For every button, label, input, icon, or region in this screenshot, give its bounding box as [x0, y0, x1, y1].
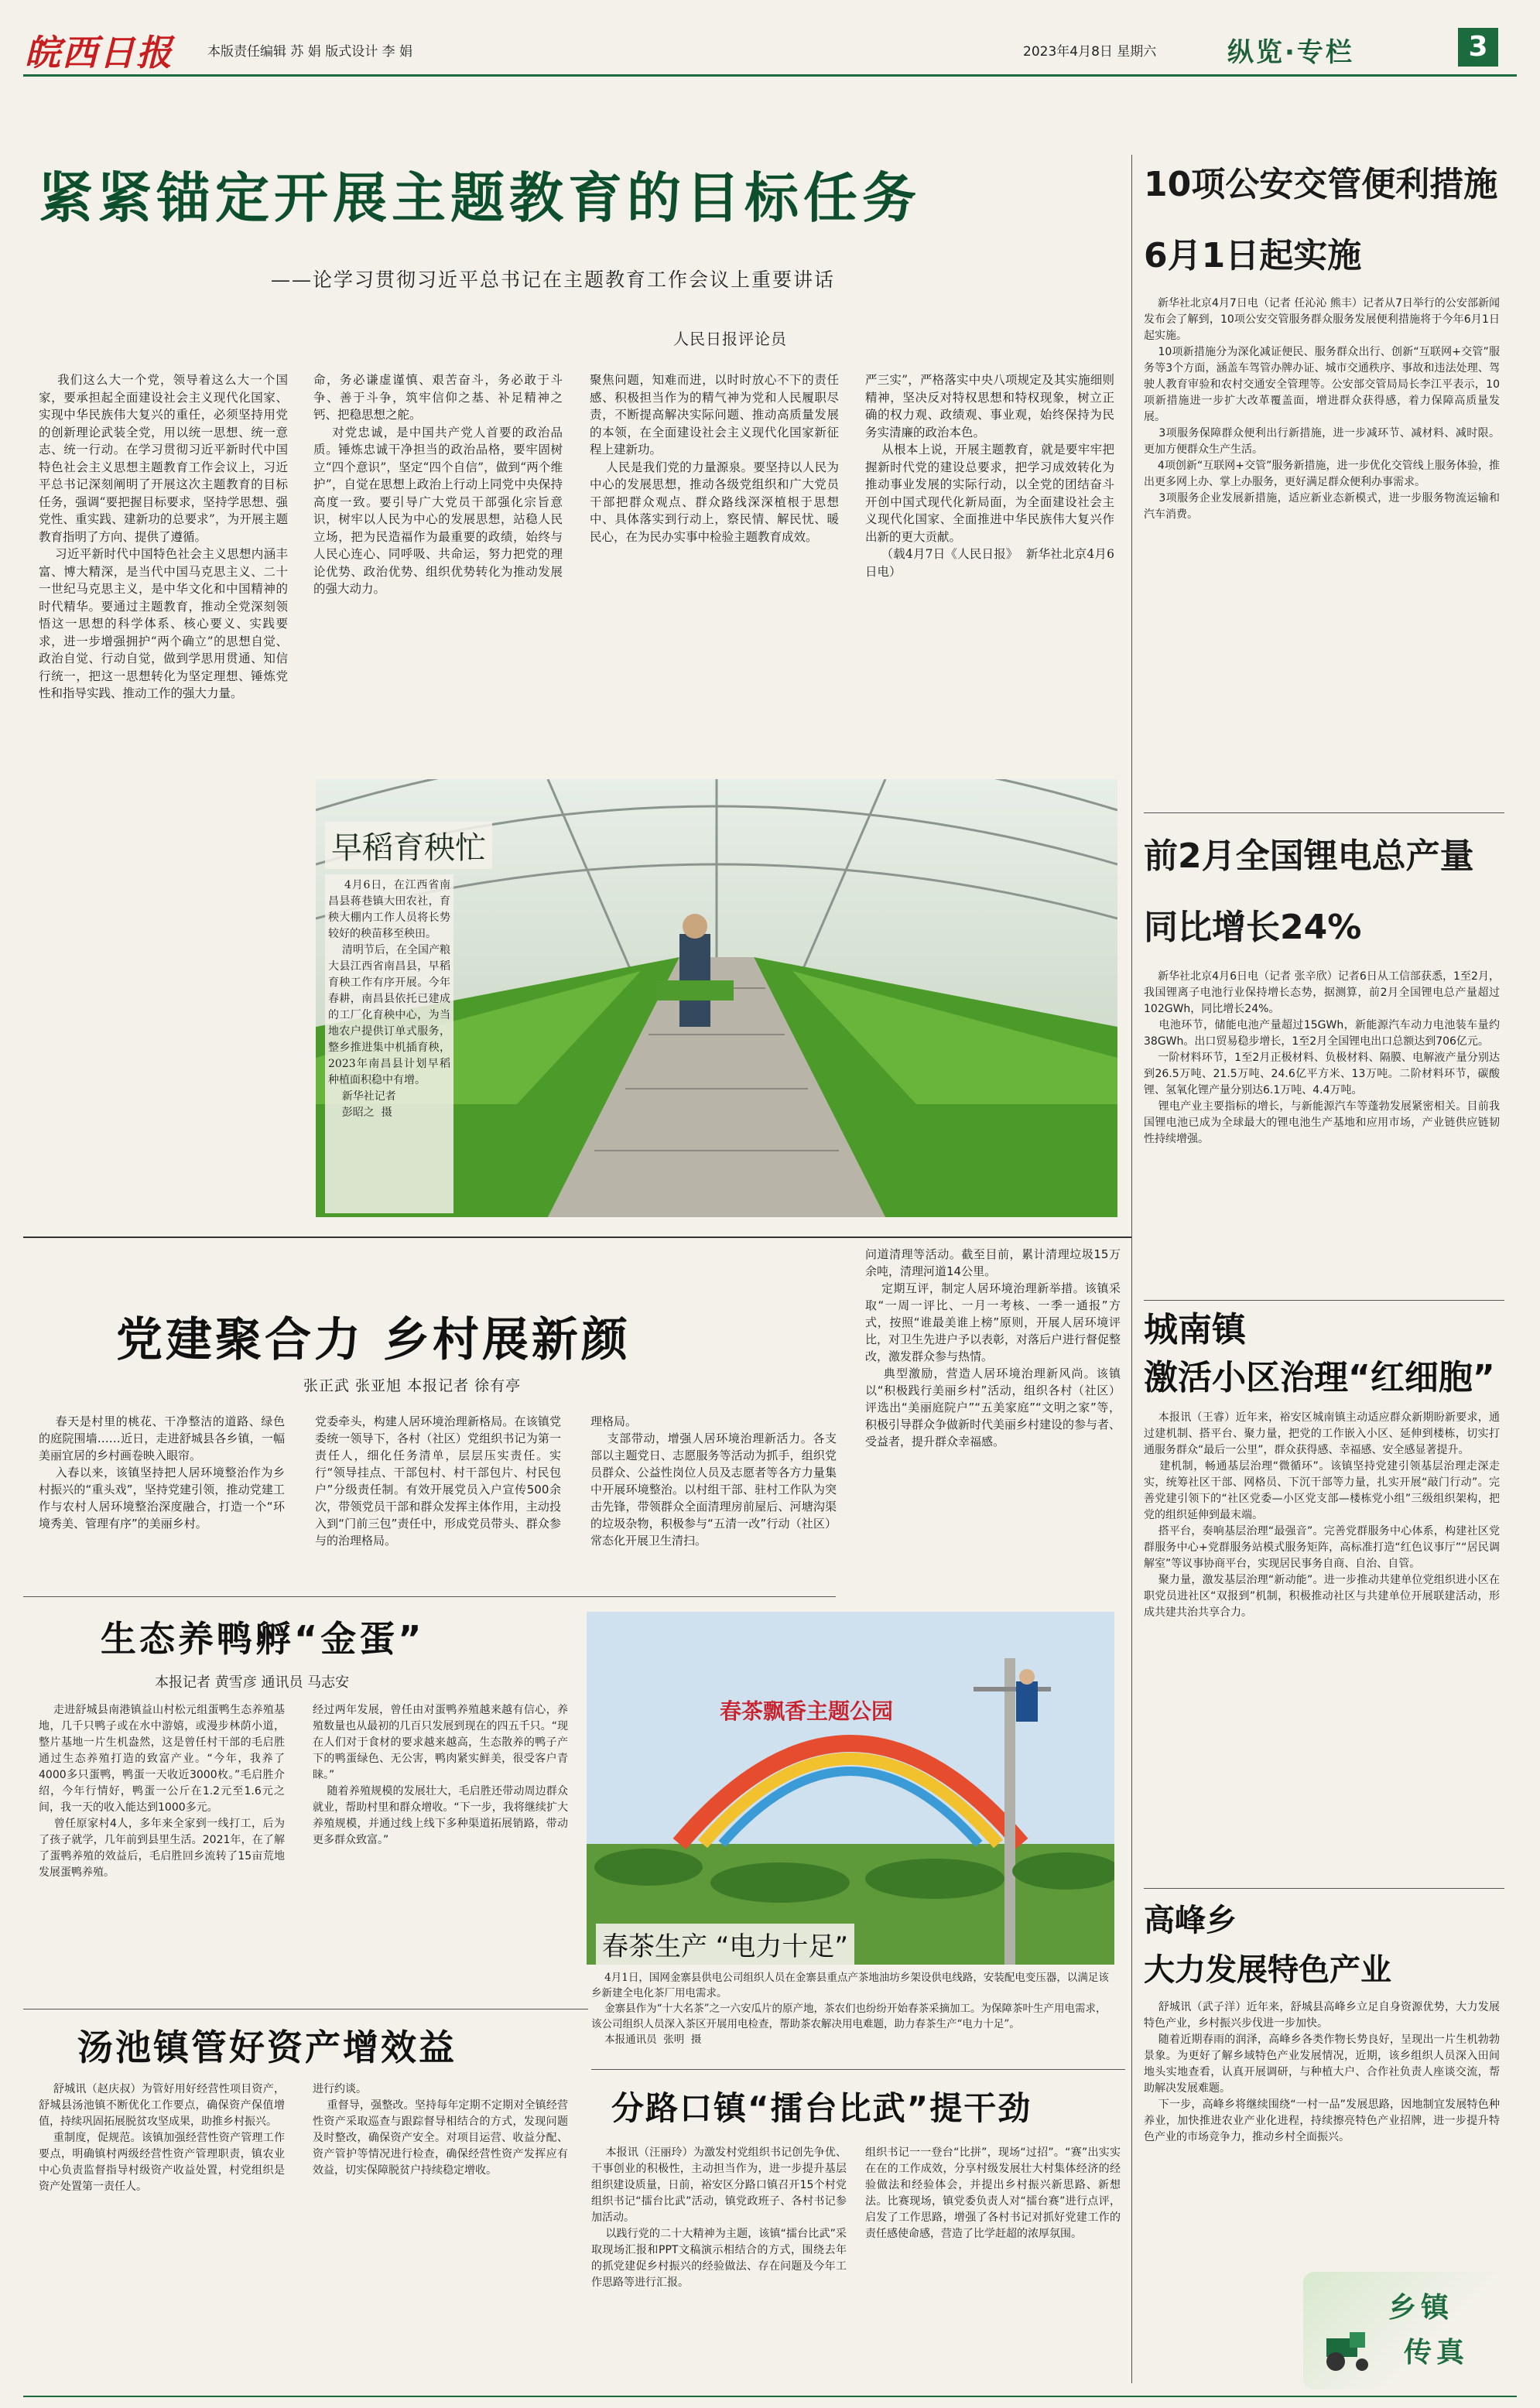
lead-col-3: 聚焦问题，知难而进，以时时放心不下的责任感、积极担当作为的精气神为党和人民履职尽责，不断提高解决实际问题、推动高质量发展的本领，在全面建设社会主义现代化国家新征程上建新功。 人民是我们党的力量源泉。要坚持以人民为中心的发展思想，推动各级党组织和广大党员干部把群众观点、群众路线深深植根于思想中、具体落实到行动上，察民情、解民忧、暖民心，在为民办实事中检验主题教育成效。 [590, 373, 839, 544]
fenlu-col-1: 本报讯（汪丽玲）为激发村党组织书记创先争优、干事创业的积极性，主动担当作为，进一步提升基层组织建设质量，日前，裕安区分路口镇召开15个村党组织书记“擂台比武”活动，镇党政班子、各村书记参加活动。 以践行党的二十大精神为主题，该镇“擂台比武”采取现场汇报和PPT文稿演示相结合的方式，围绕去年的抓党建促乡村振兴的经验做法、存在问题及今年工作思路等进行汇报。 [591, 2146, 847, 2289]
photo2-caption: 4月1日，国网金寨县供电公司组织人员在金寨县重点产茶地油坊乡架设供电线路，安装配电变压器，以满足该乡新建全电化茶厂用电需求。 金寨县作为“十大名茶”之一六安瓜片的原产地，茶农们也纷纷开始春茶采摘加工。为保障茶叶生产用电需求，该公司组织人员深入茶区开展用电检查，帮助茶农解决用电难题，助力春茶生产“电力十足”。 本报通讯员 张明 摄 [591, 1972, 1109, 2046]
feature-byline: 张正武 张亚旭 本报记者 徐有亭 [303, 1377, 522, 1394]
tea-garden-illustration [587, 1612, 1114, 1965]
gaofeng-body: 舒城讯（武子洋）近年来，舒城县高峰乡立足自身资源优势，大力发展特色产业，乡村振兴步伐进一步加快。 随着近期春雨的润泽，高峰乡各类作物长势良好，呈现出一片生机勃勃景象。为更好了解乡域特色产业发展情况，近期，该乡组织人员深入田间地头实地查看，认真开展调研，与种植大户、合作社负责人座谈交流，帮助解决发展难题。 下一步，高峰乡将继续围绕“一村一品”发展思路，因地制宜发展特色种养业，加快推进农业产业化进程，持续擦亮特色产业招牌，进一步提升特色产业的市场竞争力，推动乡村全面振兴。 [1144, 2001, 1500, 2143]
masthead-logo: 皖西日报 [25, 32, 173, 74]
photo1-caption: 4月6日，在江西省南昌县蒋巷镇大田农社，育秧大棚内工作人员将长势较好的秧苗移至秧田。 清明节后，在全国产粮大县江西省南昌县，早稻育秧工作有序开展。今年春耕，南昌县依托已建成的工厂化育秧中心，为当地农户提供订单式服务，整乡推进集中机插育秧，2023年南昌县计划早稻种植面积稳中有增。 新华社记者 彭昭之 摄 [325, 874, 453, 1213]
right-col-divider [1131, 155, 1132, 2383]
logo-line-1: 乡镇 [1388, 2292, 1454, 2324]
chengnan-rule [1144, 1300, 1504, 1301]
editors-line: 本版责任编辑 苏 娟 版式设计 李 娟 [207, 44, 413, 60]
tea-park-sign: 春茶飘香主题公园 [720, 1698, 894, 1724]
duck-col-1: 走进舒城县南港镇益山村松元组蛋鸭生态养殖基地，几千只鸭子或在水中游嬉，或漫步林荫小道，整片基地一片生机盎然，这是曾任村干部的毛启胜通过生态养殖打造的致富产业。“今年，我养了4000多只蛋鸭，鸭蛋一天收近3000枚。”毛启胜介绍，今年行情好，鸭蛋一公斤在1.2元至1.6元之间，我一天的收入能达到1000多元。 曾任原家村4人，多年来全家到一线打工，后为了孩子就学，几年前到县里生活。2021年，在了解了蛋鸭养殖的效益后，毛启胜回乡流转了15亩荒地发展蛋鸭养殖。 [39, 1704, 285, 1879]
issue-date: 2023年4月8日 星期六 [1023, 44, 1157, 60]
feature-col-2: 党委牵头，构建人居环境治理新格局。在该镇党委统一领导下，各村（社区）党组织书记为第一责任人，细化任务清单，层层压实责任。实行“领导挂点、干部包村、村干部包片、村民包户”分级责任制。有效开展党员入户宣传500余次，带领党员干部和群众发挥主体作用，主动投入到“门前三包”责任中，形成党员带头、群众参与的治理格局。 [315, 1414, 561, 1548]
photo2-title: 春茶生产 “电力十足” [596, 1924, 854, 1965]
gaofeng-rule [1144, 1888, 1504, 1889]
chengnan-title-2: 激活小区治理“红细胞” [1144, 1358, 1495, 1397]
tractor-icon [1319, 2328, 1381, 2374]
fenlu-col-2: 组织书记一一登台“比拼”，现场“过招”。“赛”出实实在在的工作成效，分享村级发展壮大村集体经济的经验做法和经验体会，并提出乡村振兴新思路、新想法。比赛现场，镇党委负责人对“擂台赛”进行点评，启发了工作思路，增强了各村书记对抓好党建工作的责任感使命感，营造了比学赶超的浓厚氛围。 [865, 2146, 1121, 2240]
section-name: 纵览·专栏 [1227, 37, 1354, 68]
duck-rule [23, 1596, 836, 1597]
gaofeng-title-1: 高峰乡 [1144, 1903, 1237, 1938]
lead-byline: 人民日报评论员 [673, 330, 787, 348]
page-number: 3 [1458, 28, 1498, 67]
chengnan-body: 本报讯（王睿）近年来，裕安区城南镇主动适应群众新期盼新要求，通过建机制、搭平台、聚力量，把党的工作嵌入小区、延伸到楼栋，切实打通服务群众“最后一公里”，群众获得感、幸福感、安全感显著提升。 建机制，畅通基层治理“微循环”。该镇坚持党建引领基层治理走深走实，统筹社区干部、网格员、下沉干部等力量，扎实开展“敲门行动”。完善党建引领下的“社区党委—小区党支部—楼栋党小组”三级组织架构，把党的组织延伸到最末端。 搭平台，奏响基层治理“最强音”。完善党群服务中心体系，构建社区党群服务中心+党群服务站模式服务矩阵，高标准打造“红色议事厅”“居民调解室”等议事协商平台，实现居民事务自商、自治、自管。 聚力量，激发基层治理“新动能”。进一步推动共建单位党组织进小区在职党员进社区“双报到”机制，积极推动社区与共建单位开展联建活动，形成共建共治共享合力。 [1144, 1411, 1500, 1619]
feature-col-4: 问道清理等活动。截至目前，累计清理垃圾15万余吨，清理河道14公里。 定期互评，制定人居环境治理新举措。该镇采取“一周一评比、一月一考核、一季一通报”方式，按照“谁最美谁上榜”原则，开展人居环境评比，对卫生先进户予以表彰，对落后户进行督促整改，激发群众参与热情。 典型激励，营造人居环境治理新风尚。该镇以“积极践行美丽乡村”活动，组织各村（社区）评选出“美丽庭院户”“五美家庭”“文明之家”等，积极引导群众争做新时代美丽乡村建设的参与者、受益者，提升群众幸福感。 [865, 1247, 1121, 1449]
tangchi-col-2: 进行约谈。 重督导，强整改。坚持每年定期不定期对全镇经营性资产采取巡查与跟踪督导相结合的方式，发现问题及时整改，确保资产安全。对项目运营、收益分配、资产管护等情况进行检查，确保经营性资产发挥应有效益，切实保障脱贫户持续稳定增收。 [313, 2083, 568, 2177]
duck-col-2: 经过两年发展，曾任由对蛋鸭养殖越来越有信心，养殖数量也从最初的几百只发展到现在的四五千只。“现在人们对于食材的要求越来越高，生态散养的鸭子产下的鸭蛋绿色、无公害，鸭肉紧实鲜美，很受客户青睐。” 随着养殖规模的发展壮大，毛启胜还带动周边群众就业，帮助村里和群众增收。“下一步，我将继续扩大养殖规模，并通过线上线下多种渠道拓展销路，带动更多群众致富。” [313, 1704, 568, 1846]
gaofeng-title-2: 大力发展特色产业 [1144, 1952, 1391, 1988]
photo1-title: 早稻育秧忙 [325, 822, 492, 869]
traffic-body: 新华社北京4月7日电（记者 任沁沁 熊丰）记者从7日举行的公安部新闻发布会了解到，10项公安交管服务群众服务发展便利措施将于今年6月1日起实施。 10项新措施分为深化减证便民、服务群众出行、创新“互联网+交管”服务等3个方面，涵盖车驾管办牌办证、城市交通秩序、事故和违法处理、驾驶人教育审验和农村交通安全管理等。公安部交管局局长李江平表示，10项新措施进一步扩大改革覆盖面，增进群众获得感，着力保障高质量发展。 3项服务保障群众便利出行新措施，进一步减环节、减材料、减时限。更加方便群众生产生活。 4项创新“互联网+交管”服务新措施，进一步优化交管线上服务体验，推出更多网上办、掌上办服务，更好满足群众便利办事需求。 3项服务企业发展新措施，适应新业态新模式，进一步服务物流运输和汽车消费。 [1144, 297, 1500, 521]
lead-title: 紧紧锚定开展主题教育的目标任务 [39, 166, 921, 230]
mid-rule [23, 1236, 1131, 1238]
tang-rule [23, 2009, 588, 2010]
chengnan-title-1: 城南镇 [1144, 1310, 1246, 1349]
lead-subtitle: ——论学习贯彻习近平总书记在主题教育工作会议上重要讲话 [271, 269, 836, 291]
township-fax-logo [1303, 2272, 1517, 2389]
duck-byline: 本报记者 黄雪彦 通讯员 马志安 [155, 1674, 350, 1691]
lithium-title-2: 同比增长24% [1144, 908, 1362, 947]
traffic-rule [1144, 812, 1504, 813]
feature-col-3: 理格局。 支部带动，增强人居环境治理新活力。各支部以主题党日、志愿服务等活动为抓手，组织党员群众、公益性岗位人员及志愿者等各方力量集中开展环境整治。以村组干部、驻村工作队为突击先锋，带领群众全面清理房前屋后、河塘沟渠的垃圾杂物，积极参与“五清一改”行动（社区）常态化开展卫生清扫。 [590, 1414, 837, 1548]
lead-col-1: 我们这么大一个党，领导着这么大一个国家，要承担起全面建设社会主义现代化国家、实现中华民族伟大复兴的重任，必须坚持用党的创新理论武装全党，用以统一思想、统一意志、统一行动。在学习贯彻习近平新时代中国特色社会主义思想主题教育工作会议上，习近平总书记深刻阐明了开展这次主题教育的目标任务，强调“要把握目标要求，坚持学思想、强党性、重实践、建新功的总要求”，为开展主题教育指明了方向、提供了遵循。 习近平新时代中国特色社会主义思想内涵丰富、博大精深，是当代中国马克思主义、二十一世纪马克思主义，是中华文化和中国精神的时代精华。要通过主题教育，推动全党深刻领悟这一思想的科学体系、核心要义、实践要求，进一步增强拥护“两个确立”的思想自觉、政治自觉、行动自觉，做到学思用贯通、知信行统一，把这一思想转化为坚定理想、锤炼党性和指导实践、推动工作的强大力量。 [39, 373, 288, 700]
tea-power-photo [587, 1612, 1114, 1965]
header-rule [23, 74, 1517, 77]
lithium-body: 新华社北京4月6日电（记者 张辛欣）记者6日从工信部获悉，1至2月，我国锂离子电池行业保持增长态势，据测算，前2月全国锂电总产量超过102GWh，同比增长24%。 电池环节，储能电池产量超过15GWh，新能源汽车动力电池装车量约38GWh。出口贸易稳步增长，1至2月全国锂电出口总额达到706亿元。 一阶材料环节，1至2月正极材料、负极材料、隔膜、电解液产量分别达到26.5万吨、21.5万吨、24.6亿平方米、13万吨。二阶材料环节，碳酸锂、氢氧化锂产量分别达6.1万吨、4.4万吨。 锂电产业主要指标的增长，与新能源汽车等蓬勃发展紧密相关。目前我国锂电池已成为全球最大的锂电池生产基地和应用市场，产业链供应链韧性持续增强。 [1144, 970, 1500, 1145]
lithium-title-1: 前2月全国锂电总产量 [1144, 836, 1474, 876]
traffic-title-1: 10项公安交管便利措施 [1144, 165, 1498, 204]
traffic-title-2: 6月1日起实施 [1144, 236, 1362, 275]
lead-col-2: 命，务必谦虚谨慎、艰苦奋斗，务必敢于斗争、善于斗争，筑牢信仰之基、补足精神之钙、把稳思想之舵。 对党忠诚，是中国共产党人首要的政治品质。锤炼忠诚干净担当的政治品格，要牢固树立“四个意识”，坚定“四个自信”，做到“两个维护”，自觉在思想上政治上行动上同党中央保持高度一致。要引导广大党员干部强化宗旨意识，树牢以人民为中心的发展思想，站稳人民立场，把为民造福作为最重要的政绩，始终与人民心连心、同呼吸、共命运，努力把党的理论优势、政治优势、组织优势转化为推动发展的强大动力。 [313, 373, 563, 596]
logo-line-2: 传真 [1404, 2337, 1470, 2369]
fenlu-rule [591, 2069, 1125, 2070]
duck-title: 生态养鸭孵“金蛋” [101, 1618, 425, 1660]
tractor-icon-svg [1319, 2328, 1381, 2374]
feature-col-1: 春天是村里的桃花、干净整洁的道路、绿色的庭院围墙……近日，走进舒城县各乡镇，一幅美丽宜居的乡村画卷映入眼帘。 入春以来，该镇坚持把人居环境整治作为乡村振兴的“重头戏”，坚持党建引领，推动党建工作与农村人居环境整治深度融合，打造一个“环境秀美、管理有序”的美丽乡村。 [39, 1414, 285, 1531]
feature-title: 党建聚合力 乡村展新颜 [116, 1313, 631, 1367]
lead-col-4: 严三实”，严格落实中央八项规定及其实施细则精神，坚决反对特权思想和特权现象，树立正确的权力观、政绩观、事业观，始终保持为民务实清廉的政治本色。 从根本上说，开展主题教育，就是要牢牢把握新时代党的建设总要求，把学习成效转化为推动事业发展的实际行动，以全党的团结奋斗开创中国式现代化新局面，为全面建设社会主义现代化国家、全面推进中华民族伟大复兴作出新的更大贡献。 （载4月7日《人民日报》 新华社北京4月6日电） [865, 373, 1114, 579]
fenlu-title: 分路口镇“擂台比武”提干劲 [611, 2089, 1032, 2127]
footer-rule [23, 2396, 1517, 2397]
tangchi-title: 汤池镇管好资产增效益 [77, 2027, 457, 2068]
tangchi-col-1: 舒城讯（赵庆叔）为管好用好经营性项目资产，舒城县汤池镇不断优化工作要点，确保资产保值增值，持续巩固拓展脱贫攻坚成果，助推乡村振兴。 重制度，促规范。该镇加强经营性资产管理工作要点，明确镇村两级经营性资产管理职责，镇农业中心负责监督指导村级资产收益处置，村党组织是资产处置第一责任人。 [39, 2083, 285, 2193]
